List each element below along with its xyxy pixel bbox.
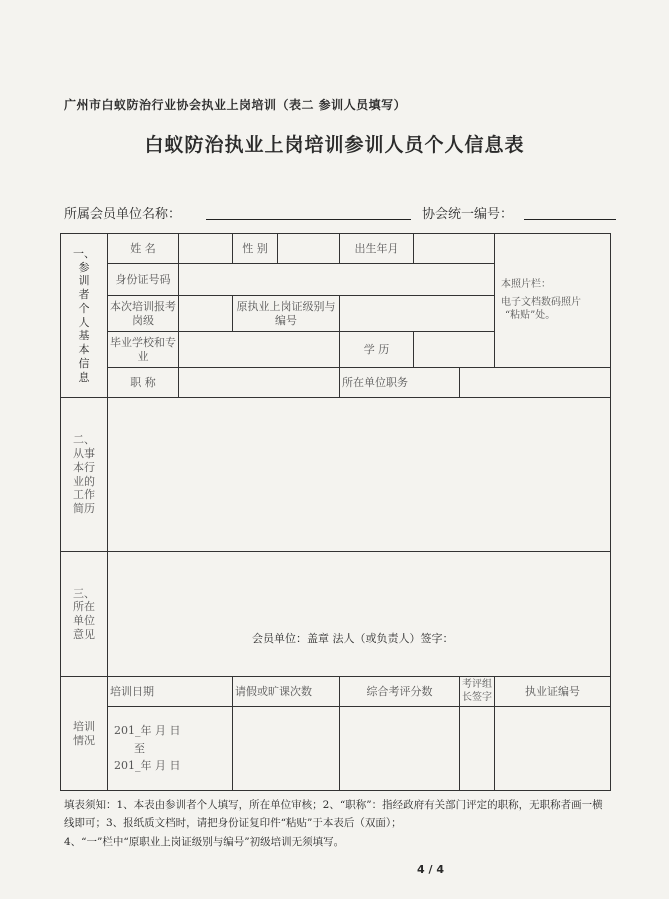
id-number-label: 身份证号码 xyxy=(108,264,179,296)
education-label: 学 历 xyxy=(340,332,414,368)
job-title-label: 职 称 xyxy=(108,368,179,398)
birth-label: 出生年月 xyxy=(340,234,414,264)
section-training-label: 培训 情况 xyxy=(61,677,108,791)
info-form-table xyxy=(60,233,611,791)
train-type-field[interactable] xyxy=(179,296,233,332)
original-cert-label: 原执业上岗证级别与编号 xyxy=(233,296,340,332)
id-number-field[interactable] xyxy=(179,264,495,296)
gender-label: 性 别 xyxy=(233,234,278,264)
train-type-label: 本次培训报考岗级 xyxy=(108,296,179,332)
date-to-word: 至 xyxy=(134,741,145,755)
name-field[interactable] xyxy=(179,234,233,264)
name-label: 姓 名 xyxy=(108,234,179,264)
leader-sign-field[interactable] xyxy=(460,707,495,791)
date-from: 201_年 月 日 xyxy=(114,723,181,737)
unit-post-label: 所在单位职务 xyxy=(340,368,460,398)
section-personal-info-label: 一、 参 训 者 个 人 基 本 信 息 xyxy=(61,234,108,398)
form-series-header: 广州市白蚁防治行业协会执业上岗培训（表二 参训人员填写） xyxy=(64,98,407,112)
cert-number-header: 执业证编号 xyxy=(495,677,611,707)
original-cert-field[interactable] xyxy=(340,296,495,332)
member-unit-field[interactable] xyxy=(206,219,411,220)
birth-field[interactable] xyxy=(414,234,495,264)
training-date-field[interactable] xyxy=(108,707,233,791)
association-number-label: 协会统一编号： xyxy=(422,207,514,222)
member-unit-label: 所属会员单位名称： xyxy=(64,207,182,222)
photo-box[interactable] xyxy=(495,234,611,368)
leader-sign-header: 考评组长签字 xyxy=(460,677,495,707)
instructions-line-1: 填表须知：1、本表由参训者个人填写，所在单位审核；2、“职称”：指经政府有关部门评定的职称，无职称者画一横线即可；3、报纸质文档时，请把身份证复印件“粘贴”于本表后（双面）； xyxy=(64,799,603,830)
section-work-history-label: 二、 从事 本行 业的 工作 简历 xyxy=(61,398,108,552)
filling-instructions xyxy=(64,796,610,851)
page-title: 白蚁防治执业上岗培训参训人员个人信息表 xyxy=(144,134,525,156)
score-field[interactable] xyxy=(340,707,460,791)
work-history-field[interactable] xyxy=(108,398,611,552)
absence-count-field[interactable] xyxy=(233,707,340,791)
photo-note-3: “粘贴”处。 xyxy=(505,309,556,321)
page-number: 4 / 4 xyxy=(417,863,444,876)
absence-count-header: 请假或旷课次数 xyxy=(233,677,340,707)
date-to: 201_年 月 日 xyxy=(114,759,181,773)
job-title-field[interactable] xyxy=(179,368,340,398)
instructions-line-2: 4、“一”栏中“原职业上岗证级别与编号”初级培训无须填写。 xyxy=(64,835,345,848)
training-date-header: 培训日期 xyxy=(108,677,233,707)
stamp-signature-line: 会员单位：盖章 法人（或负责人）签字： xyxy=(252,632,454,645)
gender-field[interactable] xyxy=(278,234,340,264)
school-major-label: 毕业学校和专业 xyxy=(108,332,179,368)
photo-note-2: 电子文档数码照片 xyxy=(501,297,581,309)
section-unit-opinion-label: 三、 所在 单位 意见 xyxy=(61,552,108,677)
unit-post-field[interactable] xyxy=(460,368,611,398)
cert-number-field[interactable] xyxy=(495,707,611,791)
education-field[interactable] xyxy=(414,332,495,368)
unit-opinion-field[interactable] xyxy=(108,552,611,677)
score-header: 综合考评分数 xyxy=(340,677,460,707)
school-major-field[interactable] xyxy=(179,332,340,368)
photo-note-1: 本照片栏： xyxy=(501,278,551,290)
association-number-field[interactable] xyxy=(524,219,616,220)
